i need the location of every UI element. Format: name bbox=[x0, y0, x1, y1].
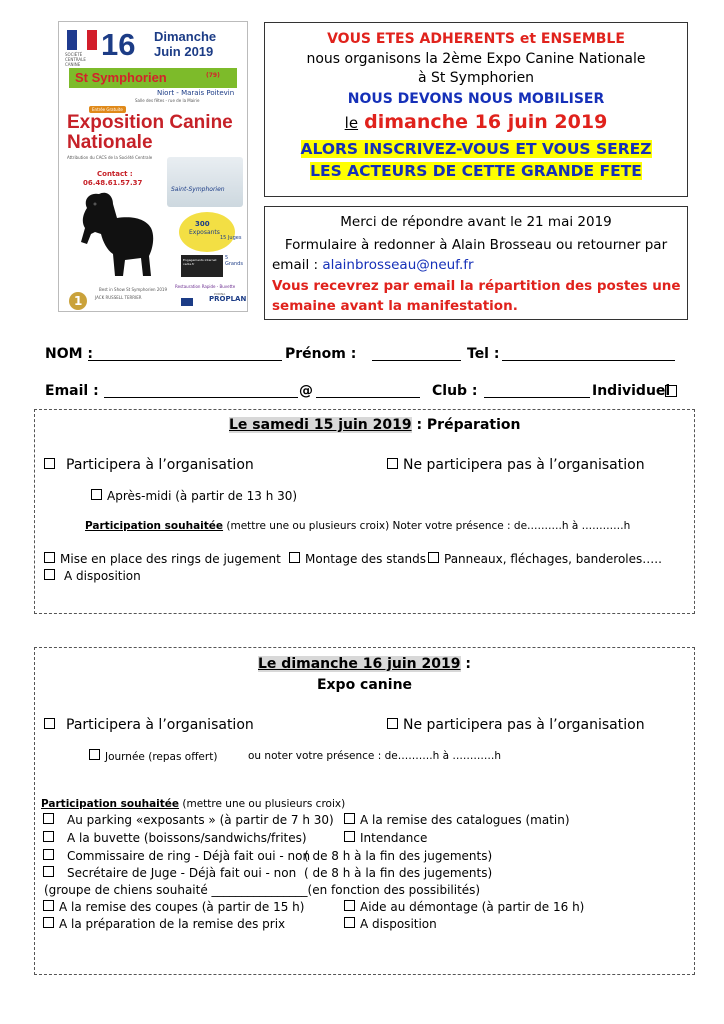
dimanche-right-opt4: ( de 8 h à la fin des jugements) bbox=[304, 866, 493, 880]
stat-juges: 15 Juges bbox=[220, 235, 242, 241]
samedi-title-suffix: : Préparation bbox=[411, 417, 521, 433]
poster-contact-phone: 06.48.61.57.37 bbox=[83, 179, 143, 187]
stat-other: 5 Grands bbox=[225, 255, 243, 267]
samedi-title: Le samedi 15 juin 2019 bbox=[229, 417, 412, 433]
respond-deadline: Merci de répondre avant le 21 mai 2019 bbox=[340, 214, 612, 230]
stat-number: 300 bbox=[195, 220, 210, 228]
announce-line7: LES ACTEURS DE CETTE GRANDE FETE bbox=[310, 162, 642, 180]
chateau-label: Saint-Symphorien bbox=[171, 186, 225, 193]
dimanche-journee-label: Journée (repas offert) bbox=[105, 751, 218, 763]
poster-day-number: 16 bbox=[101, 27, 136, 62]
dimanche-left-opt1[interactable] bbox=[43, 812, 334, 828]
dimanche-left2-opt1-label: A la remise des coupes (à partir de 15 h) bbox=[59, 900, 305, 914]
checkbox-icon[interactable] bbox=[428, 552, 439, 563]
checkbox-icon[interactable] bbox=[387, 458, 398, 469]
checkbox-icon[interactable] bbox=[43, 831, 54, 842]
checkbox-icon[interactable] bbox=[89, 749, 100, 760]
respond-note-line2: semaine avant la manifestation. bbox=[272, 298, 518, 314]
samedi-title-line bbox=[229, 416, 520, 434]
dimanche-groupe-line: (groupe de chiens souhaité ________________(en fonction des possibilités) bbox=[44, 883, 481, 897]
dimanche-left-opt3[interactable] bbox=[43, 848, 310, 864]
event-poster bbox=[58, 21, 248, 312]
email-link[interactable]: alainbrosseau@neuf.fr bbox=[322, 257, 474, 273]
dimanche-right-opt3: ( de 8 h à la fin des jugements) bbox=[304, 849, 493, 863]
checkbox-icon[interactable] bbox=[43, 900, 54, 911]
dimanche-right2-opt2-label: A disposition bbox=[360, 917, 437, 931]
poster-address: Salle des fêtes - rue de la Mairie bbox=[135, 98, 200, 103]
announce-line1: VOUS ETES ADHERENTS et ENSEMBLE bbox=[327, 31, 625, 47]
samedi-apres-midi-label: Après-midi (à partir de 13 h 30) bbox=[107, 489, 298, 503]
poster-day-name: Dimanche bbox=[154, 29, 217, 44]
checkbox-icon[interactable] bbox=[344, 831, 355, 842]
poster-town: St Symphorien bbox=[75, 70, 167, 85]
engage-text: Engagements internet cedia.fr bbox=[183, 258, 217, 266]
dimanche-ne-participe-label: Ne participera pas à l’organisation bbox=[403, 717, 645, 733]
poster-purple-text: Restauration Rapide - Buvette bbox=[175, 284, 236, 289]
tel-field[interactable] bbox=[502, 345, 675, 361]
checkbox-icon[interactable] bbox=[344, 917, 355, 928]
dimanche-souhaitee-rest: (mettre une ou plusieurs croix) bbox=[179, 798, 346, 810]
samedi-participe-row[interactable] bbox=[44, 456, 254, 474]
dimanche-right2-opt2[interactable] bbox=[344, 916, 437, 932]
dimanche-participe-row[interactable] bbox=[44, 716, 254, 734]
samedi-ne-participe-row[interactable] bbox=[387, 456, 645, 474]
nom-label: NOM : bbox=[45, 346, 94, 362]
nom-field[interactable] bbox=[88, 345, 282, 361]
rosette-number: 1 bbox=[74, 294, 83, 308]
dimanche-left-opt1-label: Au parking «exposants » (à partir de 7 h 30) bbox=[67, 813, 334, 827]
flag-caption: SOCIÉTÉ CENTRALE CANINE bbox=[65, 52, 86, 67]
samedi-souhaitee-label: Participation souhaitée bbox=[85, 520, 224, 532]
respond-instruction: Formulaire à redonner à Alain Brosseau ou retourner par bbox=[284, 237, 668, 253]
samedi-opt4-label: A disposition bbox=[64, 569, 141, 583]
prenom-label: Prénom : bbox=[285, 346, 357, 362]
poster-title-line2: Nationale bbox=[67, 132, 153, 153]
samedi-opt1-row[interactable] bbox=[44, 551, 281, 567]
checkbox-icon[interactable] bbox=[44, 552, 55, 563]
samedi-opt1-label: Mise en place des rings de jugement bbox=[60, 552, 281, 566]
respond-note-line1: Vous recevrez par email la répartition des postes une bbox=[272, 278, 681, 294]
dimanche-left-opt3-label: Commissaire de ring - Déjà fait oui - non bbox=[67, 849, 311, 863]
email-user-field[interactable] bbox=[104, 382, 298, 398]
sponsor-logo bbox=[181, 298, 193, 306]
sponsor-brand: PROPLAN bbox=[209, 295, 247, 303]
dimanche-title-line bbox=[34, 655, 695, 673]
tel-label: Tel : bbox=[467, 346, 500, 362]
checkbox-icon[interactable] bbox=[344, 900, 355, 911]
dimanche-left-opt4[interactable] bbox=[43, 865, 296, 881]
samedi-souhaitee-line bbox=[85, 519, 630, 533]
checkbox-icon[interactable] bbox=[43, 866, 54, 877]
checkbox-icon[interactable] bbox=[43, 849, 54, 860]
individuel-label: Individuel bbox=[592, 383, 671, 399]
dog-image bbox=[73, 188, 159, 280]
samedi-opt4-row[interactable] bbox=[44, 568, 141, 584]
checkbox-icon[interactable] bbox=[44, 458, 55, 469]
dimanche-right-opt1[interactable] bbox=[344, 812, 570, 828]
dimanche-left2-opt2[interactable] bbox=[43, 916, 285, 932]
email-label: Email : bbox=[45, 383, 99, 399]
dimanche-left-opt4-label: Secrétaire de Juge - Déjà fait oui - non bbox=[67, 866, 297, 880]
dimanche-title: Le dimanche 16 juin 2019 bbox=[258, 656, 461, 672]
dimanche-right-opt2-label: Intendance bbox=[360, 831, 428, 845]
respond-email-line bbox=[272, 256, 474, 274]
announce-date-line bbox=[264, 110, 688, 135]
announce-date: dimanche 16 juin 2019 bbox=[364, 111, 608, 133]
announce-line2: nous organisons la 2ème Expo Canine Nationale bbox=[306, 51, 646, 67]
poster-town-dep: (79) bbox=[206, 72, 220, 79]
dimanche-subtitle: Expo canine bbox=[316, 677, 413, 693]
checkbox-icon[interactable] bbox=[43, 813, 54, 824]
samedi-opt3-label: Panneaux, fléchages, banderoles….. bbox=[444, 552, 662, 566]
dimanche-souhaitee-label: Participation souhaitée bbox=[41, 798, 180, 810]
email-at: @ bbox=[299, 383, 313, 399]
samedi-participe-label: Participera à l’organisation bbox=[66, 457, 254, 473]
checkbox-icon[interactable] bbox=[289, 552, 300, 563]
checkbox-icon[interactable] bbox=[387, 718, 398, 729]
announce-line6-wrap bbox=[264, 139, 688, 160]
dimanche-souhaitee-line bbox=[41, 797, 345, 811]
announce-date-prefix: le bbox=[344, 114, 359, 132]
french-flag-logo bbox=[67, 30, 97, 50]
samedi-opt3-row[interactable] bbox=[428, 551, 662, 567]
samedi-apres-midi-row[interactable] bbox=[91, 488, 297, 504]
announce-line7-wrap bbox=[264, 161, 688, 182]
poster-month-year: Juin 2019 bbox=[154, 44, 214, 59]
dimanche-left-opt2[interactable] bbox=[43, 830, 307, 846]
dimanche-left-opt2-label: A la buvette (boissons/sandwichs/frites) bbox=[67, 831, 307, 845]
checkbox-icon[interactable] bbox=[44, 569, 55, 580]
poster-small-text: Attribution du CACS de la Société Centrale bbox=[67, 155, 153, 160]
dimanche-right-opt1-label: A la remise des catalogues (matin) bbox=[360, 813, 570, 827]
dimanche-right2-opt1-label: Aide au démontage (à partir de 16 h) bbox=[360, 900, 585, 914]
samedi-ne-participe-label: Ne participera pas à l’organisation bbox=[403, 457, 645, 473]
announce-line4: NOUS DEVONS NOUS MOBILISER bbox=[347, 91, 605, 107]
club-label: Club : bbox=[432, 383, 478, 399]
dimanche-journee-row[interactable] bbox=[89, 749, 217, 764]
samedi-opt2-label: Montage des stands bbox=[305, 552, 427, 566]
email-domain-field[interactable] bbox=[316, 382, 420, 398]
announce-line6: ALORS INSCRIVEZ-VOUS ET VOUS SEREZ bbox=[300, 140, 652, 158]
dimanche-ne-participe-row[interactable] bbox=[387, 716, 645, 734]
samedi-souhaitee-rest: (mettre une ou plusieurs croix) Noter votre présence : de……….h à …………h bbox=[223, 520, 631, 532]
dimanche-right-opt2[interactable] bbox=[344, 830, 427, 846]
dimanche-left2-opt1[interactable] bbox=[43, 899, 304, 915]
samedi-opt2-row[interactable] bbox=[289, 551, 426, 567]
dimanche-participe-label: Participera à l’organisation bbox=[66, 717, 254, 733]
poster-badge: Entrée Gratuite bbox=[89, 106, 126, 113]
poster-subline: Niort - Marais Poitevin bbox=[157, 89, 235, 97]
checkbox-icon[interactable] bbox=[344, 813, 355, 824]
poster-title-line1: Exposition Canine bbox=[67, 112, 233, 133]
club-field[interactable] bbox=[484, 382, 590, 398]
dimanche-left2-opt2-label: A la préparation de la remise des prix bbox=[59, 917, 286, 931]
poster-sponsors: JACK RUSSELL TERRIER bbox=[95, 295, 142, 300]
checkbox-icon[interactable] bbox=[44, 718, 55, 729]
dimanche-title-suffix: : bbox=[460, 656, 471, 672]
checkbox-icon[interactable] bbox=[43, 917, 54, 928]
chateau-image bbox=[167, 157, 243, 207]
checkbox-icon[interactable] bbox=[91, 489, 102, 500]
prenom-field[interactable] bbox=[372, 345, 461, 361]
email-prefix: email : bbox=[272, 257, 323, 273]
sponsor-small: PURINA bbox=[214, 292, 226, 296]
individuel-checkbox[interactable] bbox=[665, 385, 677, 397]
stat-label: Exposants bbox=[189, 229, 220, 236]
dimanche-journee-presence: ou noter votre présence : de……….h à …………h bbox=[248, 750, 501, 762]
poster-contact-label: Contact : bbox=[97, 170, 133, 178]
poster-bottom-text: Best in Show St Symphorien 2019 bbox=[99, 287, 168, 292]
announce-line3: à St Symphorien bbox=[417, 70, 535, 86]
dimanche-right2-opt1[interactable] bbox=[344, 899, 584, 915]
